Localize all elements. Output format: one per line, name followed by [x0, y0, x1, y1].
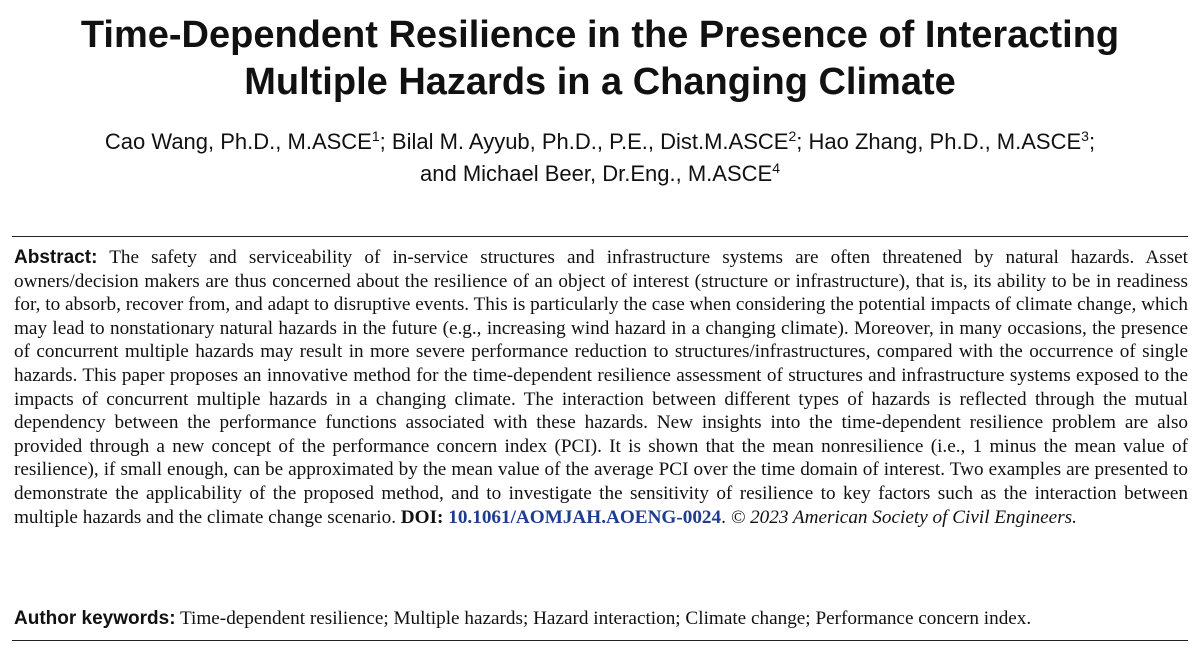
author-list	[0, 126, 1200, 190]
author-affiliation-marker: 1	[371, 128, 380, 144]
abstract-label: Abstract:	[14, 247, 98, 268]
author-affiliation-marker: 4	[772, 160, 780, 176]
author-separator: ;	[796, 129, 809, 154]
doi-link[interactable]: 10.1061/AOMJAH.AOENG-0024	[448, 506, 722, 528]
copyright-notice: © 2023 American Society of Civil Engineers.	[730, 506, 1077, 528]
keywords-text: Time-dependent resilience; Multiple hazards; Hazard interaction; Climate change; Performance concern index.	[179, 608, 1032, 629]
author-separator: ;	[379, 129, 392, 154]
author-name: and Michael Beer, Dr.Eng., M.ASCE	[420, 161, 773, 186]
doi-label: DOI:	[400, 506, 444, 528]
author-name: Cao Wang, Ph.D., M.ASCE	[104, 129, 372, 154]
abstract-text: The safety and serviceability of in-service structures and infrastructure systems are often threatened by natural hazards. Asset owners/decision makers are thus concerned about the resilience of an object of interest (structure or infrastructure), that is, its ability to be in readiness for, to absorb, recover from, and adapt to disruptive events. This is particularly the case when considering the potential impacts of climate change, which may lead to nonstationary natural hazards in the future (e.g., increasing wind hazard in a changing climate). Moreover, in many occasions, the presence of concurrent multiple hazards may result in more severe performance reduction to structures/infrastructures, compared with the occurrence of single hazards. This paper proposes an innovative method for the time-dependent resilience assessment of structures and infrastructure systems exposed to the impacts of concurrent multiple hazards in a changing climate. The interaction between different types of hazards is reflected through the mutual dependency between the performance functions associated with these hazards. New insights into the time-dependent resilience problem are also provided through a new concept of the performance concern index (PCI). It is shown that the mean nonresilience (i.e., 1 minus the mean value of resilience), if small enough, can be approximated by the mean value of the average PCI over the time domain of interest. Two examples are presented to demonstrate the applicability of the proposed method, and to investigate the sensitivity of resilience to key factors such as the interaction between multiple hazards and the climate change scenario.	[14, 247, 1189, 528]
abstract: Abstract: The safety and serviceability of in-service structures and infrastructure systems are often threatened by natural hazards. Asset owners/decision makers are thus concerned about the resilience of an object of interest (structure or infrastructure), that is, its ability to be in readiness for, to absorb, recover from, and adapt to disruptive events. This is particularly the case when considering the potential impacts of climate change, which may lead to nonstationary natural hazards in the future (e.g., increasing wind hazard in a changing climate). Moreover, in many occasions, the presence of concurrent multiple hazards may result in more severe performance reduction to structures/infrastructures, compared with the occurrence of single hazards. This paper proposes an innovative method for the time-dependent resilience assessment of structures and infrastructure systems exposed to the impacts of concurrent multiple hazards in a changing climate. The interaction between different types of hazards is reflected through the mutual dependency between the performance functions associated with these hazards. New insights into the time-dependent resilience problem are also provided through a new concept of the performance concern index (PCI). It is shown that the mean nonresilience (i.e., 1 minus the mean value of resilience), if small enough, can be approximated by the mean value of the average PCI over the time domain of interest. Two examples are presented to demonstrate the applicability of the proposed method, and to investigate the sensitivity of resilience to key factors such as the interaction between multiple hazards and the climate change scenario. DOI: 10.1061/AOMJAH.AOENG-0024. © 2023 American Society of Civil Engineers.	[14, 247, 1189, 528]
abstract-bottom-divider	[12, 640, 1188, 641]
author-separator: ;	[1088, 129, 1096, 154]
title-line-2: Multiple Hazards in a Changing Climate	[244, 61, 956, 103]
author-name: Bilal M. Ayyub, Ph.D., P.E., Dist.M.ASCE	[391, 129, 789, 154]
keywords-label: Author keywords:	[14, 608, 176, 629]
author-keywords	[14, 607, 1188, 631]
title-line-1: Time-Dependent Resilience in the Presence of Interacting	[80, 14, 1120, 56]
author-affiliation-marker: 3	[1081, 128, 1089, 144]
author-name: Hao Zhang, Ph.D., M.ASCE	[808, 129, 1082, 154]
abstract-top-divider	[12, 236, 1188, 237]
author-affiliation-marker: 2	[788, 128, 797, 144]
paper-title	[0, 12, 1200, 106]
